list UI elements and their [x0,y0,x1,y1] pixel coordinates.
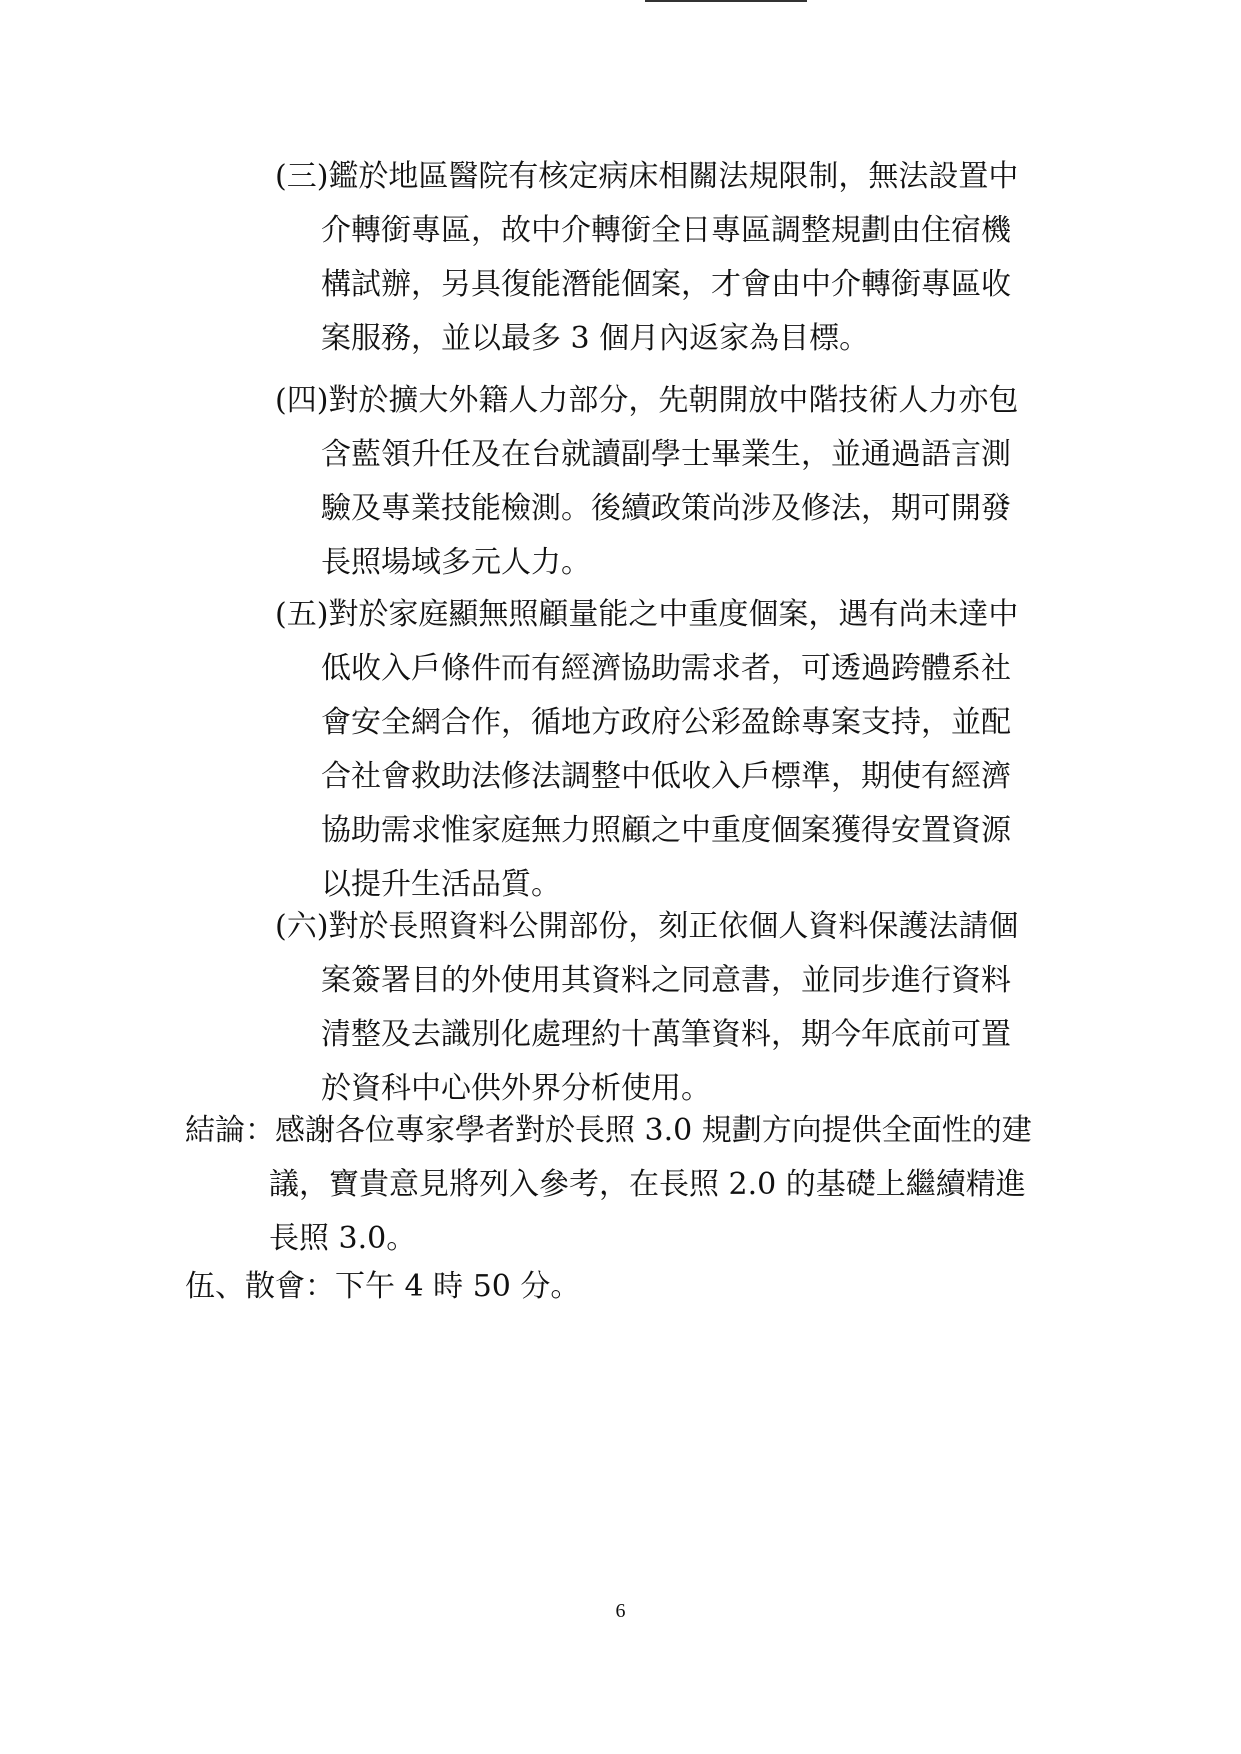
item-four [275,374,1065,590]
conclusion [185,1104,1065,1266]
item-five-line-2: 低收入戶條件而有經濟協助需求者，可透過跨體系社 [321,651,1011,686]
item-five-line-1: (五)對於家庭顯無照顧量能之中重度個案，遇有尚未達中 [275,597,1019,632]
page-number: 6 [615,1600,626,1622]
item-three-line-4: 案服務，並以最多 3 個月內返家為目標。 [321,321,870,356]
item-five-line-6: 以提升生活品質。 [321,867,561,902]
item-six-line-1: (六)對於長照資料公開部份，刻正依個人資料保護法請個 [275,909,1019,944]
adjournment-text: 伍、散會：下午 4 時 50 分。 [185,1269,581,1304]
item-three-line-3: 構試辦，另具復能潛能個案，才會由中介轉銜專區收 [321,267,1011,302]
item-four-line-1: (四)對於擴大外籍人力部分，先朝開放中階技術人力亦包 [275,383,1019,418]
item-five [275,588,1065,912]
item-five-line-3: 會安全網合作，循地方政府公彩盈餘專案支持，並配 [321,705,1011,740]
item-four-line-4: 長照場域多元人力。 [321,545,591,580]
item-three-line-2: 介轉銜專區，故中介轉銜全日專區調整規劃由住宿機 [321,213,1011,248]
item-six-line-4: 於資科中心供外界分析使用。 [321,1071,711,1106]
item-five-line-4: 合社會救助法修法調整中低收入戶標準，期使有經濟 [321,759,1011,794]
item-six-line-3: 清整及去識別化處理約十萬筆資料，期今年底前可置 [321,1017,1011,1052]
conclusion-line-1: 結論：感謝各位專家學者對於長照 3.0 規劃方向提供全面性的建 [185,1113,1032,1148]
item-six [275,900,1065,1116]
item-four-line-2: 含藍領升任及在台就讀副學士畢業生，並通過語言測 [321,437,1011,472]
adjournment [185,1260,1065,1314]
item-three [275,150,1065,366]
item-five-line-5: 協助需求惟家庭無力照顧之中重度個案獲得安置資源 [321,813,1011,848]
conclusion-line-3: 長照 3.0。 [269,1221,417,1256]
top-rule [645,0,807,2]
item-six-line-2: 案簽署目的外使用其資料之同意書，並同步進行資料 [321,963,1011,998]
item-four-line-3: 驗及專業技能檢測。後續政策尚涉及修法，期可開發 [321,491,1011,526]
conclusion-line-2: 議，寶貴意見將列入參考，在長照 2.0 的基礎上繼續精進 [269,1167,1026,1202]
item-three-line-1: (三)鑑於地區醫院有核定病床相關法規限制，無法設置中 [275,159,1019,194]
